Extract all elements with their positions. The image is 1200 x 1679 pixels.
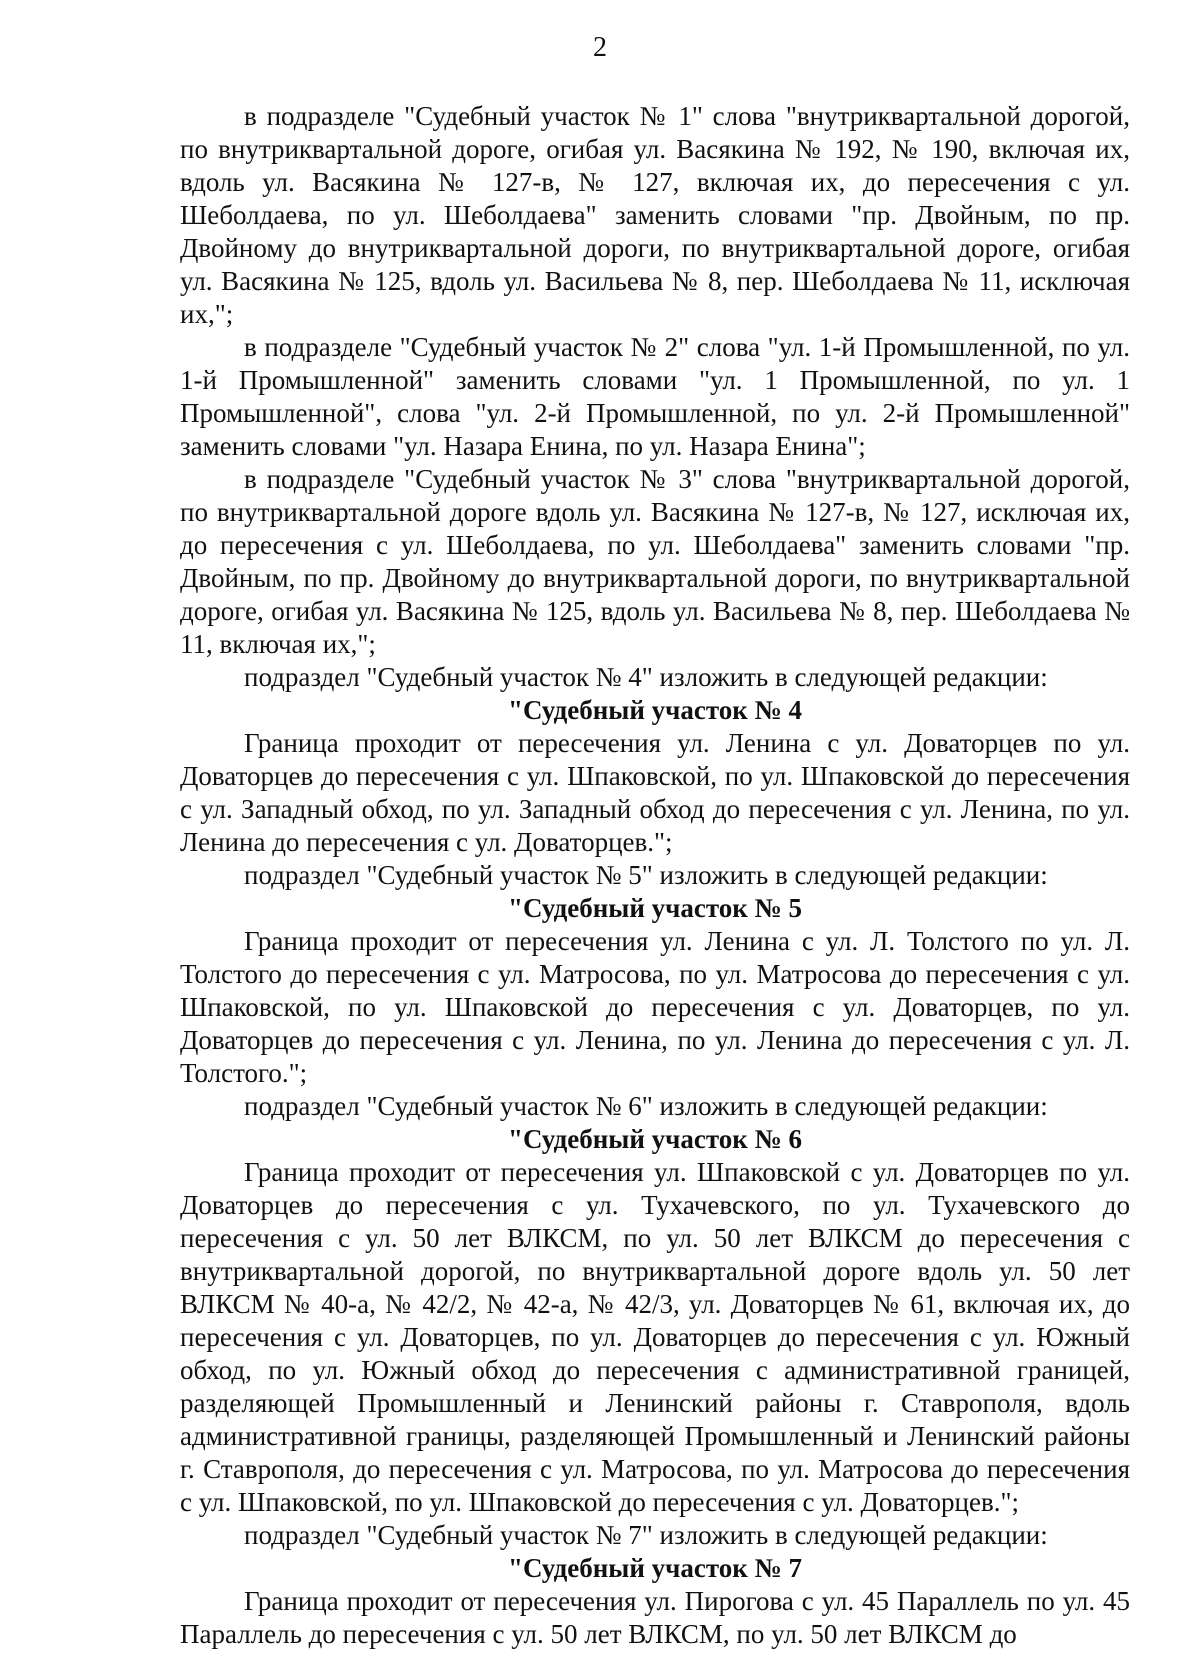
heading-section-6: "Судебный участок № 6: [507, 1124, 802, 1154]
paragraph-amend-section-1: в подразделе "Судебный участок № 1" слова "внутриквартальной дорогой, по внутриквартальной дороге, огибая ул. Васякина № 192, № 190, включая их, вдоль ул. Васякина № 127-в, № 127, включая их, до пересечения с ул. Шеболдаева, по ул. Шеболдаева" заменить словами "пр. Двойным, по пр. Двойному до внутриквартальной дороги, по внутриквартальной дороге, огибая ул. Васякина № 125, вдоль ул. Васильева № 8, пер. Шеболдаева № 11, исключая их,";: [180, 101, 1130, 329]
page-number: 2: [593, 32, 607, 63]
heading-section-5: "Судебный участок № 5: [507, 893, 802, 923]
paragraph-intro-section-4: подраздел "Судебный участок № 4" изложить в следующей редакции:: [244, 662, 1048, 692]
document-body: [180, 100, 1130, 1651]
heading-section-7: "Судебный участок № 7: [507, 1553, 802, 1583]
paragraph-border-section-4: Граница проходит от пересечения ул. Ленина с ул. Доваторцев по ул. Доваторцев до пересечения с ул. Шпаковской, по ул. Шпаковской до пересечения с ул. Западный обход, по ул. Западный обход до пересечения с ул. Ленина, по ул. Ленина до пересечения с ул. Доваторцев.";: [180, 728, 1130, 857]
heading-section-4: "Судебный участок № 4: [507, 695, 802, 725]
paragraph-intro-section-5: подраздел "Судебный участок № 5" изложить в следующей редакции:: [244, 860, 1048, 890]
paragraph-border-section-5: Граница проходит от пересечения ул. Ленина с ул. Л. Толстого по ул. Л. Толстого до пересечения с ул. Матросова, по ул. Матросова до пересечения с ул. Шпаковской, по ул. Шпаковской до пересечения с ул. Доваторцев, по ул. Доваторцев до пересечения с ул. Ленина, по ул. Ленина до пересечения с ул. Л. Толстого.";: [180, 926, 1130, 1088]
paragraph-intro-section-6: подраздел "Судебный участок № 6" изложить в следующей редакции:: [244, 1091, 1048, 1121]
paragraph-intro-section-7: подраздел "Судебный участок № 7" изложить в следующей редакции:: [244, 1520, 1048, 1550]
paragraph-border-section-7: Граница проходит от пересечения ул. Пирогова с ул. 45 Параллель по ул. 45 Параллель до пересечения с ул. 50 лет ВЛКСМ, по ул. 50 лет ВЛКСМ до: [180, 1586, 1130, 1649]
paragraph-amend-section-2: в подразделе "Судебный участок № 2" слова "ул. 1-й Промышленной, по ул. 1-й Промышленной" заменить словами "ул. 1 Промышленной, по ул. 1 Промышленной", слова "ул. 2-й Промышленной, по ул. 2-й Промышленной" заменить словами "ул. Назара Енина, по ул. Назара Енина";: [180, 332, 1130, 461]
paragraph-border-section-6: Граница проходит от пересечения ул. Шпаковской с ул. Доваторцев по ул. Доваторцев до пересечения с ул. Тухачевского, по ул. Тухачевского до пересечения с ул. 50 лет ВЛКСМ, по ул. 50 лет ВЛКСМ до пересечения с внутриквартальной дорогой, по внутриквартальной дороге вдоль ул. 50 лет ВЛКСМ № 40-а, № 42/2, № 42-а, № 42/3, ул. Доваторцев № 61, включая их, до пересечения с ул. Доваторцев, по ул. Доваторцев до пересечения с ул. Южный обход, по ул. Южный обход до пересечения с административной границей, разделяющей Промышленный и Ленинский районы г. Ставрополя, вдоль административной границы, разделяющей Промышленный и Ленинский районы г. Ставрополя, до пересечения с ул. Матросова, по ул. Матросова до пересечения с ул. Шпаковской, по ул. Шпаковской до пересечения с ул. Доваторцев.";: [180, 1157, 1130, 1517]
paragraph-amend-section-3: в подразделе "Судебный участок № 3" слова "внутриквартальной дорогой, по внутриквартальной дороге вдоль ул. Васякина № 127-в, № 127, исключая их, до пересечения с ул. Шеболдаева, по ул. Шеболдаева" заменить словами "пр. Двойным, по пр. Двойному до внутриквартальной дороги, по внутриквартальной дороге, огибая ул. Васякина № 125, вдоль ул. Васильева № 8, пер. Шеболдаева № 11, включая их,";: [180, 464, 1130, 659]
